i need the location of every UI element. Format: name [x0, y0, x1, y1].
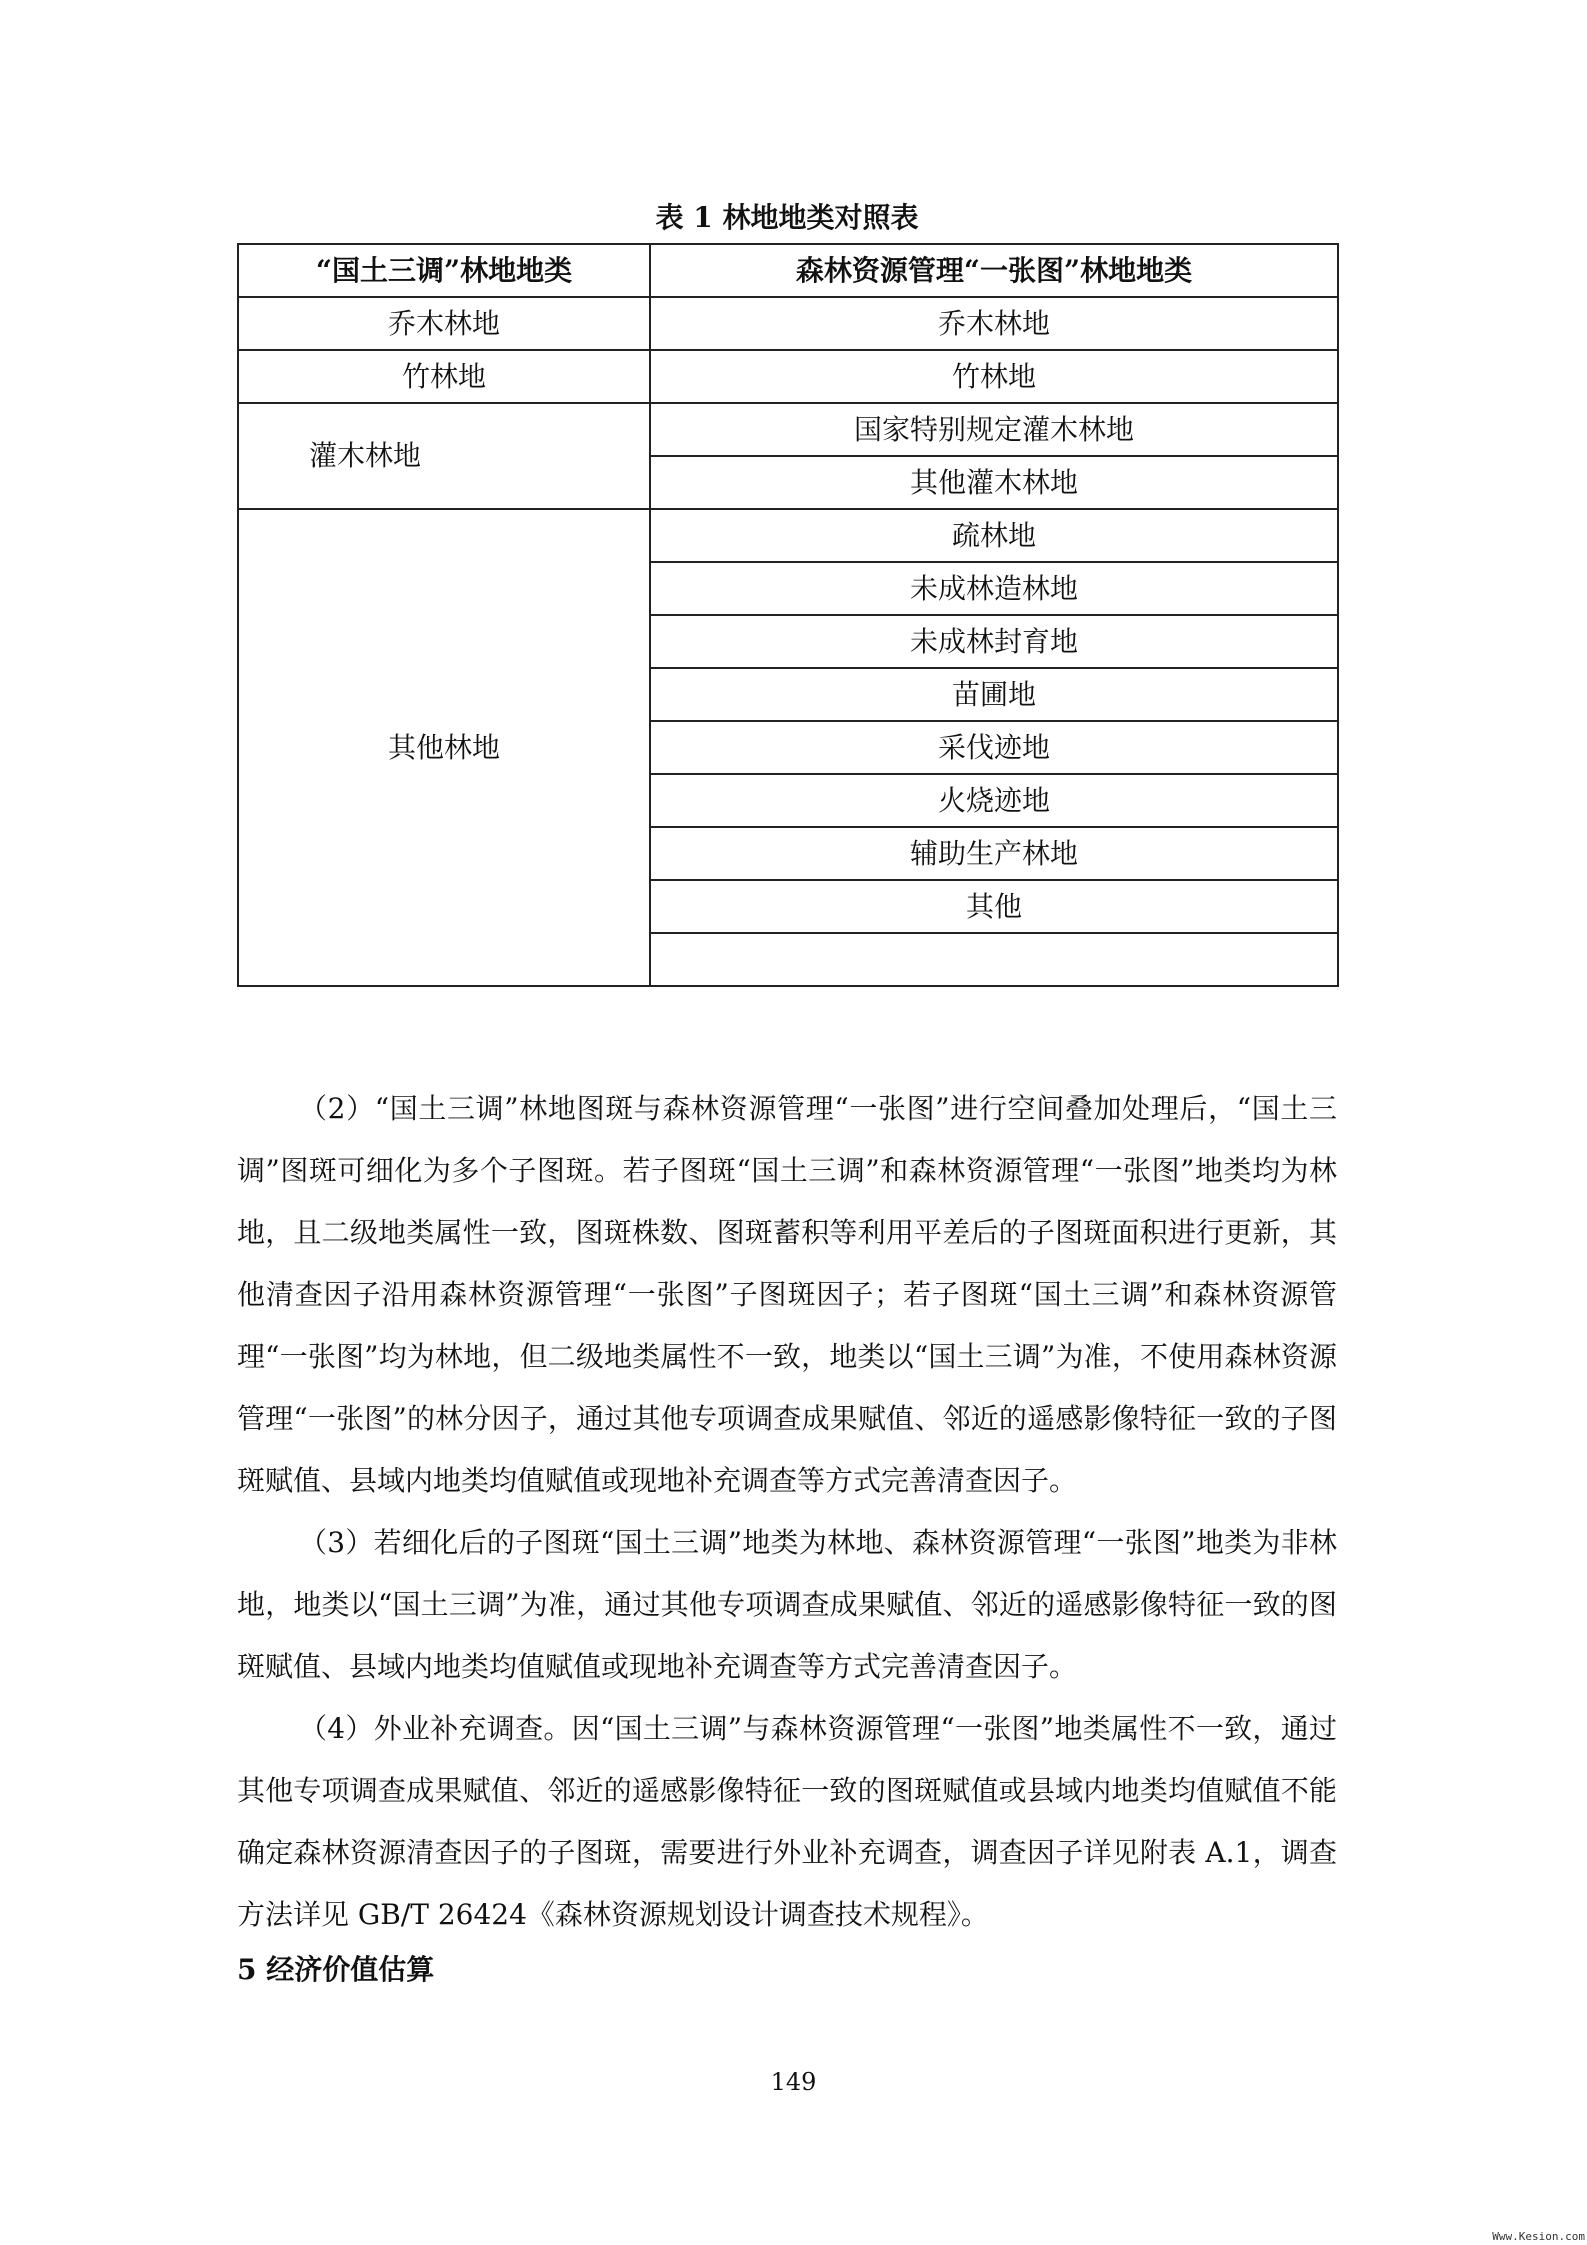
table-cell-right: 未成林造林地	[650, 562, 1338, 615]
header-cell-forest-map: 森林资源管理“一张图”林地地类	[650, 244, 1338, 297]
section-heading: 5 经济价值估算	[237, 1953, 435, 1986]
table-cell-right-empty	[650, 933, 1338, 986]
table-cell-right: 竹林地	[650, 350, 1338, 403]
land-class-comparison-table	[237, 243, 1339, 987]
page-number: 149	[770, 2068, 817, 2096]
table-row	[238, 350, 1338, 403]
paragraph: （4）外业补充调查。因“国土三调”与森林资源管理“一张图”地类属性不一致，通过其他专项调查成果赋值、邻近的遥感影像特征一致的图斑赋值或县域内地类均值赋值不能确定森林资源清查因子的子图斑，需要进行外业补充调查，调查因子详见附表 A.1，调查方法详见 GB/T 26424《森林资源规划设计调查技术规程》。	[237, 1712, 1337, 1931]
table-row	[238, 297, 1338, 350]
table-cell-right: 其他	[650, 880, 1338, 933]
table-cell-right: 火烧迹地	[650, 774, 1338, 827]
header-cell-national-survey: “国土三调”林地地类	[238, 244, 650, 297]
table-cell-left: 乔木林地	[238, 297, 650, 350]
table-cell-right: 国家特别规定灌木林地	[650, 403, 1338, 456]
table-caption: 表 1 林地地类对照表	[655, 201, 919, 234]
table-cell-right: 乔木林地	[650, 297, 1338, 350]
paragraph: （3）若细化后的子图斑“国土三调”地类为林地、森林资源管理“一张图”地类为非林地，地类以“国土三调”为准，通过其他专项调查成果赋值、邻近的遥感影像特征一致的图斑赋值、县域内地类均值赋值或现地补充调查等方式完善清查因子。	[237, 1526, 1337, 1683]
body-text	[237, 1078, 1337, 1946]
table-cell-right: 其他灌木林地	[650, 456, 1338, 509]
paragraph: （2）“国土三调”林地图斑与森林资源管理“一张图”进行空间叠加处理后，“国土三调”图斑可细化为多个子图斑。若子图斑“国土三调”和森林资源管理“一张图”地类均为林地，且二级地类属性一致，图斑株数、图斑蓄积等利用平差后的子图斑面积进行更新，其他清查因子沿用森林资源管理“一张图”子图斑因子；若子图斑“国土三调”和森林资源管理“一张图”均为林地，但二级地类属性不一致，地类以“国土三调”为准，不使用森林资源管理“一张图”的林分因子，通过其他专项调查成果赋值、邻近的遥感影像特征一致的子图斑赋值、县域内地类均值赋值或现地补充调查等方式完善清查因子。	[237, 1092, 1337, 1497]
table-cell-right: 辅助生产林地	[650, 827, 1338, 880]
table-row	[238, 509, 1338, 562]
table-row	[238, 403, 1338, 456]
table-cell-right: 疏林地	[650, 509, 1338, 562]
table-header-row	[238, 244, 1338, 297]
table-cell-left: 其他林地	[238, 509, 650, 986]
table-cell-right: 苗圃地	[650, 668, 1338, 721]
watermark: Www.Kesion.com	[1492, 2230, 1585, 2243]
table-cell-right: 未成林封育地	[650, 615, 1338, 668]
table-cell-right: 采伐迹地	[650, 721, 1338, 774]
table-cell-left: 竹林地	[238, 350, 650, 403]
table-cell-left: 灌木林地	[238, 403, 650, 509]
